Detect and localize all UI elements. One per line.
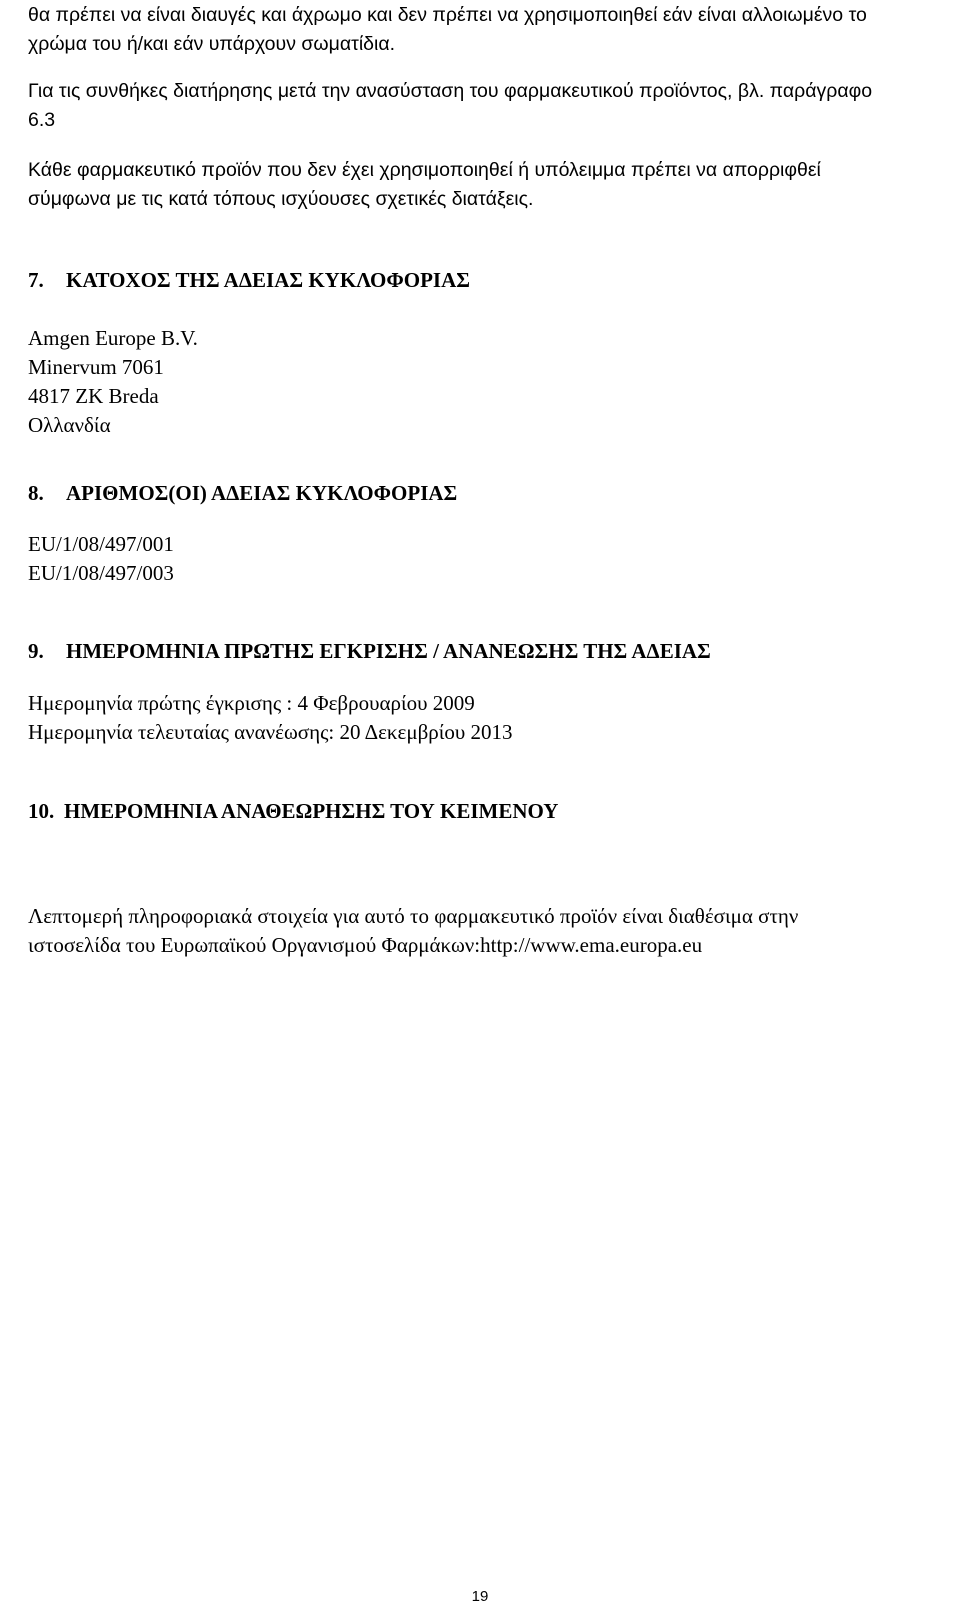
paragraph-line: Λεπτομερή πληροφοριακά στοιχεία για αυτό το φαρμακευτικό προϊόν είναι διαθέσιμα στην bbox=[28, 904, 799, 928]
paragraph-line: σύμφωνα με τις κατά τόπους ισχύουσες σχετικές διατάξεις. bbox=[28, 188, 534, 210]
address-line: Amgen Europe B.V. bbox=[28, 326, 198, 350]
page-number: 19 bbox=[471, 1588, 489, 1605]
section-number: 7. bbox=[28, 268, 44, 292]
section-title: ΚΑΤΟΧΟΣ ΤΗΣ ΑΔΕΙΑΣ ΚΥΚΛΟΦΟΡΙΑΣ bbox=[66, 268, 470, 292]
section-9-heading bbox=[28, 637, 711, 666]
section-8-heading bbox=[28, 479, 457, 508]
marketing-holder-address bbox=[28, 324, 198, 440]
storage-paragraph bbox=[28, 77, 872, 135]
date-line: Ημερομηνία τελευταίας ανανέωσης: 20 Δεκεμβρίου 2013 bbox=[28, 720, 513, 744]
paragraph-line: ιστοσελίδα του Ευρωπαϊκού Οργανισμού Φαρμάκων:http://www.ema.europa.eu bbox=[28, 933, 703, 957]
authorization-number: EU/1/08/497/001 bbox=[28, 532, 174, 556]
section-title: ΗΜΕΡΟΜΗΝΙΑ ΠΡΩΤΗΣ ΕΓΚΡΙΣΗΣ / ΑΝΑΝΕΩΣΗΣ ΤΗΣ ΑΔΕΙΑΣ bbox=[66, 639, 711, 663]
paragraph-line: 6.3 bbox=[28, 109, 56, 131]
section-number: 10. bbox=[28, 799, 55, 823]
address-line: Ολλανδία bbox=[28, 413, 111, 437]
disposal-paragraph bbox=[28, 156, 821, 214]
paragraph-line: Κάθε φαρμακευτικό προϊόν που δεν έχει χρησιμοποιηθεί ή υπόλειμμα πρέπει να απορριφθεί bbox=[28, 159, 821, 181]
address-line: 4817 ZK Breda bbox=[28, 384, 159, 408]
date-line: Ημερομηνία πρώτης έγκρισης : 4 Φεβρουαρίου 2009 bbox=[28, 691, 475, 715]
address-line: Minervum 7061 bbox=[28, 355, 164, 379]
section-10-heading bbox=[28, 797, 558, 826]
closing-paragraph bbox=[28, 902, 798, 960]
section-title: ΗΜΕΡΟΜΗΝΙΑ ΑΝΑΘΕΩΡΗΣΗΣ ΤΟΥ ΚΕΙΜΕΝΟΥ bbox=[64, 799, 559, 823]
section-number: 8. bbox=[28, 481, 44, 505]
intro-paragraph bbox=[28, 1, 867, 59]
paragraph-line: θα πρέπει να είναι διαυγές και άχρωμο και δεν πρέπει να χρησιμοποιηθεί εάν είναι αλλοιωμένο το bbox=[28, 4, 867, 26]
paragraph-line: χρώμα του ή/και εάν υπάρχουν σωματίδια. bbox=[28, 33, 396, 55]
authorization-number: EU/1/08/497/003 bbox=[28, 561, 174, 585]
authorization-dates bbox=[28, 689, 513, 747]
section-7-heading bbox=[28, 266, 470, 295]
paragraph-line: Για τις συνθήκες διατήρησης μετά την ανασύσταση του φαρμακευτικού προϊόντος, βλ. παράγραφο bbox=[28, 80, 873, 102]
section-number: 9. bbox=[28, 639, 44, 663]
authorization-numbers bbox=[28, 530, 174, 588]
section-title: ΑΡΙΘΜΟΣ(ΟΙ) ΑΔΕΙΑΣ ΚΥΚΛΟΦΟΡΙΑΣ bbox=[66, 481, 458, 505]
